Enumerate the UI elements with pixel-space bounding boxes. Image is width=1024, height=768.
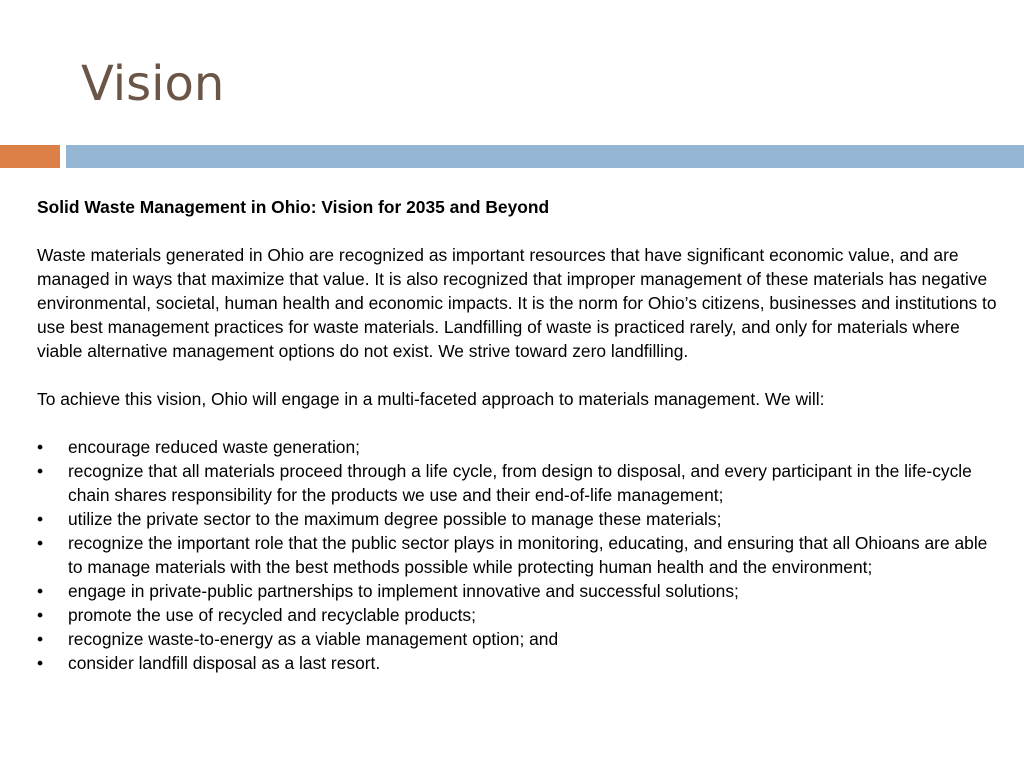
list-item-text: encourage reduced waste generation; (68, 437, 360, 457)
bullet-icon: • (37, 533, 44, 553)
list-item (37, 531, 1002, 579)
list-item-text: recognize waste-to-energy as a viable management option; and (68, 629, 559, 649)
list-item-text: recognize the important role that the public sector plays in monitoring, educating, and ensuring that all Ohioans are able to manage materials with the best methods possible while protecting human health and the environment; (68, 533, 988, 577)
list-item (37, 651, 1002, 675)
vision-paragraph: Waste materials generated in Ohio are recognized as important resources that have significant economic value, and are managed in ways that maximize that value. It is also recognized that improper management of these materials has negative environmental, societal, human health and economic impacts. It is the norm for Ohio’s citizens, businesses and institutions to use best management practices for waste materials. Landfilling of waste is practiced rarely, and only for materials where viable alternative management options do not exist. We strive toward zero landfilling. (37, 245, 997, 361)
list-item-text: promote the use of recycled and recyclable products; (68, 605, 476, 625)
accent-bar-blue (66, 145, 1024, 168)
bullet-icon: • (37, 605, 44, 625)
bullet-icon: • (37, 437, 44, 457)
list-item (37, 579, 1002, 603)
list-item-text: engage in private-public partnerships to implement innovative and successful solutions; (68, 581, 739, 601)
list-item-text: recognize that all materials proceed through a life cycle, from design to disposal, and every participant in the life-cycle chain shares responsibility for the products we use and their end-of-life management; (68, 461, 972, 505)
list-item (37, 507, 1002, 531)
approach-list (37, 435, 1002, 675)
bullet-icon: • (37, 461, 44, 481)
list-item (37, 459, 1002, 507)
list-item (37, 603, 1002, 627)
slide-body (37, 195, 1002, 675)
list-item (37, 435, 1002, 459)
approach-intro: To achieve this vision, Ohio will engage in a multi-faceted approach to materials management. We will: (37, 389, 825, 409)
bullet-icon: • (37, 653, 44, 673)
list-item-text: consider landfill disposal as a last resort. (68, 653, 381, 673)
bullet-icon: • (37, 629, 44, 649)
list-item (37, 627, 1002, 651)
vision-heading: Solid Waste Management in Ohio: Vision for 2035 and Beyond (37, 197, 550, 217)
slide-title: Vision (81, 56, 225, 112)
bullet-icon: • (37, 509, 44, 529)
bullet-icon: • (37, 581, 44, 601)
accent-bar-orange (0, 145, 60, 168)
list-item-text: utilize the private sector to the maximum degree possible to manage these materials; (68, 509, 722, 529)
